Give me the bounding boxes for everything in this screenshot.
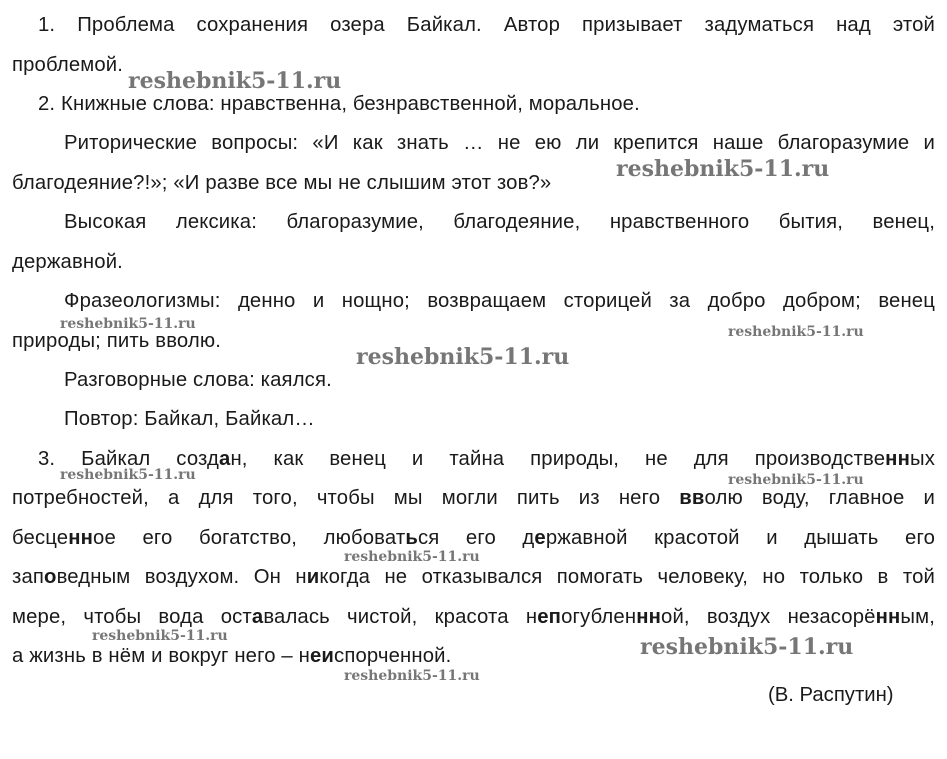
watermark: reshebnik5-11.ru bbox=[344, 549, 480, 565]
watermark: reshebnik5-11.ru bbox=[728, 324, 864, 340]
author-attribution: (В. Распутин) bbox=[768, 684, 894, 706]
watermark: reshebnik5-11.ru bbox=[128, 68, 342, 94]
paragraph-3-line-5: мере, чтобы вода оставалась чистой, красота непогубленнной, воздух незасорённым, bbox=[12, 606, 936, 628]
paragraph-3-line-6: а жизнь в нём и вокруг него – неиспорченной. bbox=[12, 645, 452, 667]
watermark: reshebnik5-11.ru bbox=[616, 156, 830, 182]
paragraph-3-line-4: заповедным воздухом. Он никогда не отказывался помогать человеку, но только в той bbox=[12, 566, 935, 588]
rhetorical-questions-line-2: благодеяние?!»; «И разве все мы не слышим этот зов?» bbox=[12, 172, 552, 194]
watermark: reshebnik5-11.ru bbox=[728, 472, 864, 488]
watermark: reshebnik5-11.ru bbox=[60, 467, 196, 483]
colloquial-words: Разговорные слова: каялся. bbox=[64, 369, 332, 391]
watermark: reshebnik5-11.ru bbox=[356, 344, 570, 370]
paragraph-1-line-1: 1. Проблема сохранения озера Байкал. Автор призывает задуматься над этой bbox=[38, 14, 935, 36]
phraseologisms-line-1: Фразеологизмы: денно и нощно; возвращаем сторицей за добро добром; венец bbox=[64, 290, 935, 312]
repetition: Повтор: Байкал, Байкал… bbox=[64, 408, 315, 430]
paragraph-2-bookish-words: 2. Книжные слова: нравственна, безнравственной, моральное. bbox=[38, 93, 640, 115]
watermark: reshebnik5-11.ru bbox=[60, 316, 196, 332]
paragraph-3-line-1: 3. Байкал создан, как венец и тайна природы, не для производственных bbox=[38, 448, 936, 470]
rhetorical-questions-line-1: Риторические вопросы: «И как знать … не ею ли крепится наше благоразумие и bbox=[64, 132, 935, 154]
high-vocabulary-line-2: державной. bbox=[12, 251, 123, 273]
phraseologisms-line-2: природы; пить вволю. bbox=[12, 330, 222, 352]
paragraph-1-line-2: проблемой. bbox=[12, 54, 124, 76]
paragraph-3-line-2: потребностей, а для того, чтобы мы могли пить из него вволю воду, главное и bbox=[12, 487, 935, 509]
watermark: reshebnik5-11.ru bbox=[640, 634, 854, 660]
paragraph-3-line-3: бесценное его богатство, любоваться его державной красотой и дышать его bbox=[12, 527, 936, 549]
watermark: reshebnik5-11.ru bbox=[92, 628, 228, 644]
high-vocabulary-line-1: Высокая лексика: благоразумие, благодеяние, нравственного бытия, венец, bbox=[64, 211, 935, 233]
watermark: reshebnik5-11.ru bbox=[344, 668, 480, 684]
